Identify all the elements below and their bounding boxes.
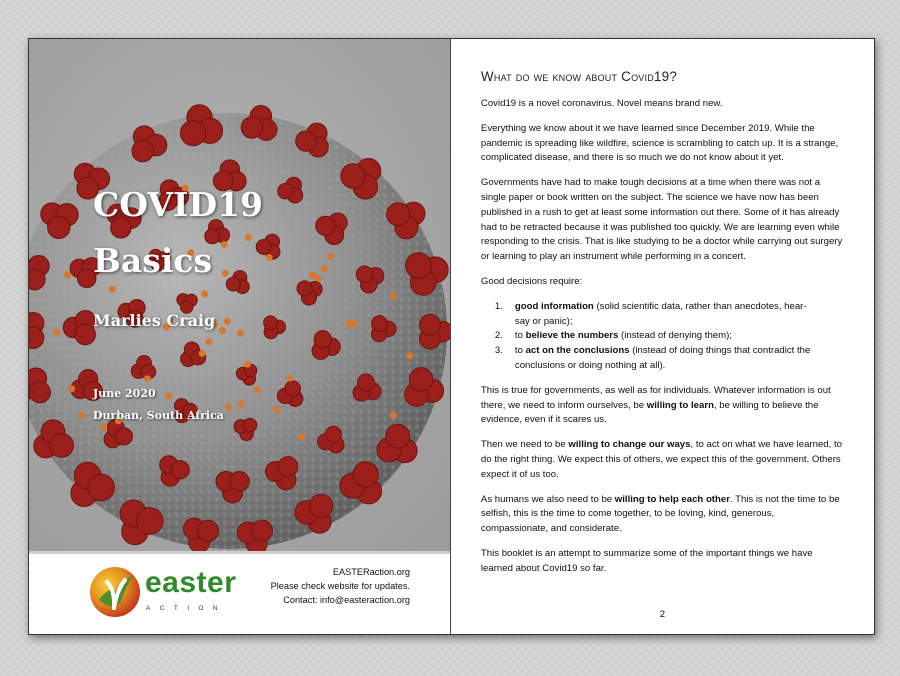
virus-dot [238, 401, 245, 408]
virus-dot [101, 424, 108, 431]
virus-dot [219, 327, 226, 334]
footer-website[interactable]: EASTERaction.org [332, 567, 410, 577]
virus-dot [53, 329, 60, 336]
virus-dot [199, 350, 206, 357]
paragraph-1: Covid19 is a novel coronavirus. Novel means brand new. [480, 98, 723, 109]
virus-dot [224, 318, 231, 325]
page-number: 2 [659, 609, 666, 620]
virus-dot [273, 406, 280, 413]
footer-contact [271, 565, 410, 607]
virus-dot [165, 393, 172, 400]
cover-title-line2: Basics [93, 241, 213, 280]
list-item: 3. to act on the conclusions (instead of doing things that contradict the conclusions or doing nothing at all). [494, 345, 811, 371]
requirements-list [495, 300, 844, 374]
cover-page [29, 39, 451, 634]
cover-date: June 2020 [93, 387, 156, 400]
logo-subtitle: ACTION [146, 605, 227, 612]
paragraph-3: Governments have had to make tough decisions at a time when there was not a single paper or book written on the subject. The science we have now has been published in a rush to get at least some information out there. Some of it has already had to be retracted because it was published too quickly. We are learning even while responding to the crisis. That is like studying to be a doctor while carrying out surgery or learning to play an instrument while performing in a concert. [480, 177, 843, 263]
virus-dot [201, 291, 208, 298]
list-item: 1. good information (solid scientific data, rather than anecdotes, hear-say or panic); [494, 300, 807, 327]
virus-dot [286, 375, 293, 382]
cover-place: Durban, South Africa [93, 409, 224, 422]
virus-dot [64, 271, 71, 278]
cover-title-line1: COVID19 [93, 185, 264, 224]
virus-dot [237, 329, 244, 336]
virus-spike [29, 312, 44, 348]
paragraph-5: This is true for governments, as well as for individuals. Whatever information is out there, we need to inform ourselves, be willing to learn, be willing to believe the evidence, even if it scares us. [480, 384, 831, 426]
virus-dot [390, 412, 397, 419]
virus-dot [205, 338, 212, 345]
virus-illustration [29, 39, 451, 551]
virus-dot [225, 404, 232, 411]
cover-footer [29, 551, 451, 634]
paragraph-6: Then we need to be willing to change our ways, to act on what we have learned, to do the right thing. We expect this of others, we expect this of the government. Others expect it of us too. [480, 439, 842, 480]
cover-author: Marlies Craig [93, 311, 216, 330]
cover-title [93, 177, 393, 289]
footer-updates: Please check website for updates. [270, 581, 410, 591]
virus-dot [350, 320, 357, 327]
text-page [451, 39, 874, 634]
paragraph-7: As humans we also need to be willing to help each other. This is not the time to be selfish, this is the time to come together, to be loving, kind, generous, compassionate, and considerate. [480, 493, 840, 535]
virus-dot [298, 433, 305, 440]
easter-action-logo-icon [87, 562, 147, 622]
book-spread [28, 38, 875, 635]
list-item: 2. to believe the numbers (instead of denying them); [494, 330, 732, 342]
virus-dot [78, 412, 85, 419]
footer-email[interactable]: Contact: info@easteraction.org [283, 595, 410, 605]
virus-dot [390, 293, 397, 300]
virus-dot [144, 375, 151, 382]
virus-dot [244, 361, 251, 368]
virus-dot [68, 385, 75, 392]
page-heading: What do we know about Covid19? [480, 69, 678, 84]
paragraph-2: Everything we know about it we have learned since December 2019. While the pandemic is spreading like wildfire, science is scrambling to catch up. It is a strange, complicated disease, and there is so much we do not know about it yet. [480, 122, 839, 164]
virus-dot [406, 352, 413, 359]
paragraph-4: Good decisions require: [480, 275, 583, 287]
logo-wordmark: easter [145, 566, 237, 599]
paragraph-8: This booklet is an attempt to summarize some of the important things we have learned about Covid19 so far. [480, 547, 813, 574]
virus-dot [254, 386, 261, 393]
